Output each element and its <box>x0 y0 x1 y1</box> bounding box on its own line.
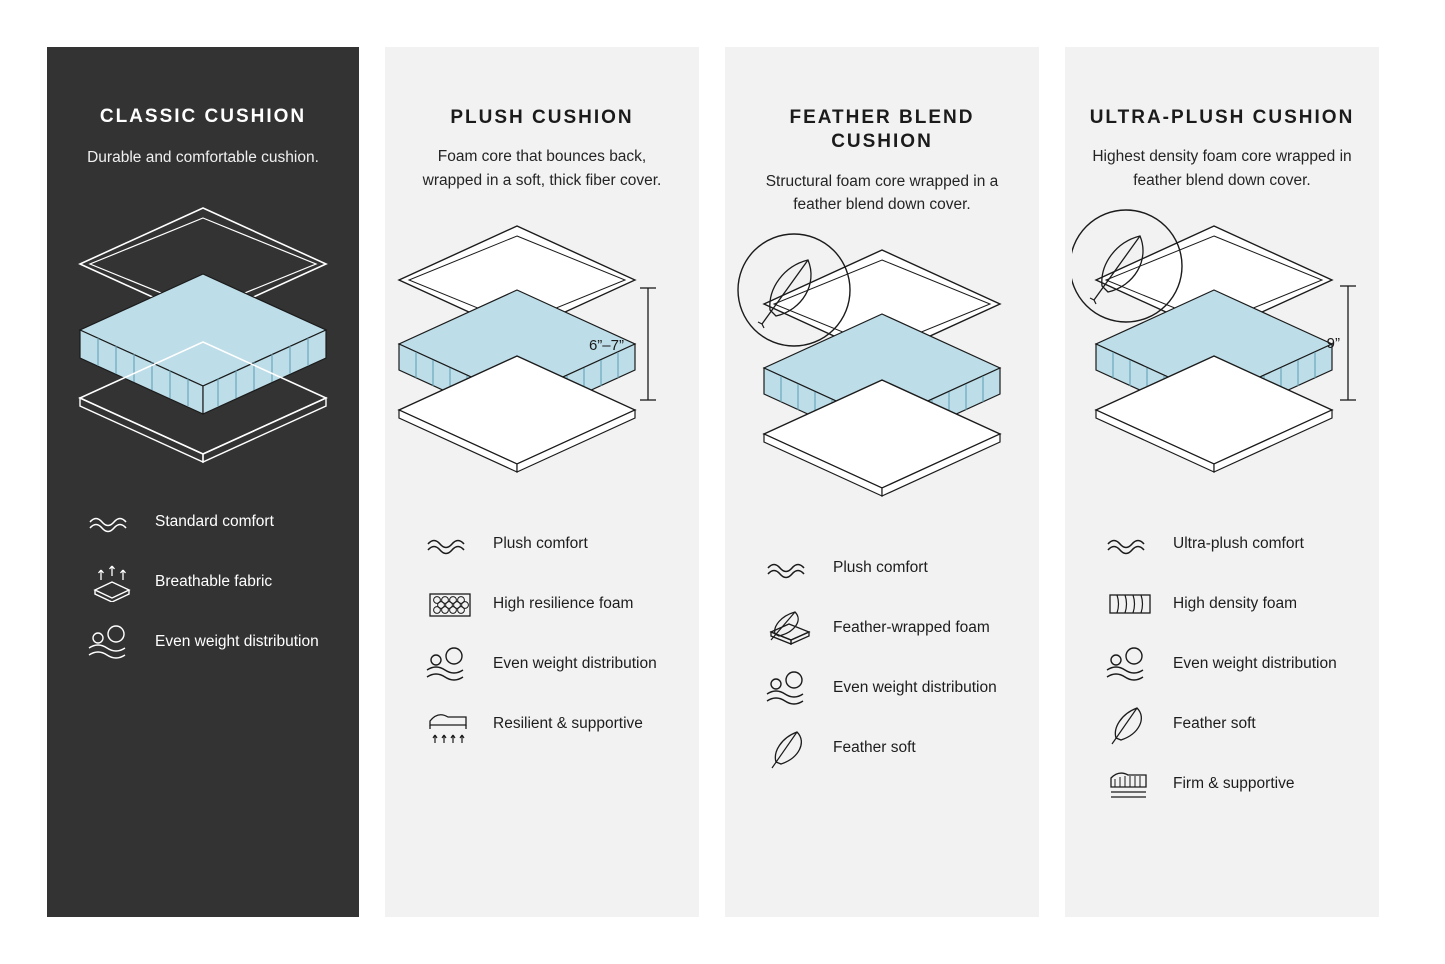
feature-label: Feather-wrapped foam <box>833 619 990 637</box>
dimension-bracket <box>640 288 656 400</box>
feature-list <box>1065 514 1379 814</box>
feature-label: Feather soft <box>833 739 916 757</box>
feature-item <box>765 598 1023 658</box>
feature-label: Breathable fabric <box>155 572 273 590</box>
feature-item <box>765 718 1023 778</box>
card-description: Foam core that bounces back, wrapped in a soft, thick fiber cover. <box>422 148 662 189</box>
foam-core-layer <box>80 274 326 414</box>
weight-distribution-icon <box>1105 644 1167 684</box>
feature-label: Even weight distribution <box>493 655 657 673</box>
feature-list <box>385 514 699 754</box>
exploded-cushion-illustration <box>732 232 1032 512</box>
feature-item <box>765 538 1023 598</box>
firm-support-icon <box>1105 764 1167 804</box>
wave-icon <box>1105 531 1167 557</box>
wave-icon <box>765 555 827 581</box>
cushion-card-ultra-plush[interactable] <box>1065 47 1379 917</box>
cushion-diagram-classic <box>47 186 359 486</box>
weight-distribution-icon <box>425 644 487 684</box>
exploded-cushion-illustration <box>1072 208 1372 488</box>
feature-item <box>1105 514 1363 574</box>
exploded-cushion-illustration <box>58 186 348 466</box>
feature-label: Ultra-plush comfort <box>1173 535 1304 553</box>
feature-label: Even weight distribution <box>833 679 997 697</box>
resilient-support-icon <box>425 703 487 745</box>
feather-icon <box>765 726 827 770</box>
wave-icon <box>87 509 149 535</box>
feature-item <box>425 574 683 634</box>
feature-label: Plush comfort <box>833 559 928 577</box>
card-title: FEATHER BLEND CUSHION <box>789 107 975 153</box>
cushion-diagram-feather-blend <box>725 232 1039 532</box>
dimension-label: 9” <box>1326 334 1340 352</box>
exploded-cushion-illustration <box>392 208 692 488</box>
feature-item <box>425 514 683 574</box>
feature-item <box>1105 754 1363 814</box>
feature-item <box>1105 574 1363 634</box>
feature-label: Standard comfort <box>155 512 274 530</box>
dimension-bracket <box>1340 286 1356 400</box>
cushion-card-plush[interactable] <box>385 47 699 917</box>
feature-item <box>87 552 343 612</box>
feature-list <box>47 492 359 672</box>
cushion-diagram-ultra-plush <box>1065 208 1379 508</box>
feature-item <box>765 658 1023 718</box>
dimension-label: 6”–7” <box>588 336 624 354</box>
feature-item <box>425 634 683 694</box>
feather-wrapped-foam-icon <box>765 608 827 648</box>
high-density-foam-icon <box>1105 587 1167 621</box>
cushion-card-classic[interactable] <box>47 47 359 917</box>
weight-distribution-icon <box>765 668 827 708</box>
breathable-fabric-icon <box>87 562 149 602</box>
feather-icon <box>1105 702 1167 746</box>
feature-label: Even weight distribution <box>155 632 319 650</box>
feature-item <box>425 694 683 754</box>
feature-item <box>1105 634 1363 694</box>
feature-label: High resilience foam <box>493 595 634 613</box>
feature-label: Plush comfort <box>493 535 588 553</box>
card-title: CLASSIC CUSHION <box>99 106 307 127</box>
wave-icon <box>425 531 487 557</box>
feature-label: Feather soft <box>1173 715 1256 733</box>
card-title: PLUSH CUSHION <box>450 107 634 128</box>
card-title: ULTRA-PLUSH CUSHION <box>1089 107 1355 128</box>
cushion-card-feather-blend[interactable] <box>725 47 1039 917</box>
feature-list <box>725 538 1039 778</box>
weight-distribution-icon <box>87 622 149 662</box>
feature-label: High density foam <box>1173 595 1298 613</box>
card-description: Structural foam core wrapped in a feather blend down cover. <box>765 172 999 213</box>
honeycomb-foam-icon <box>425 584 487 624</box>
card-description: Durable and comfortable cushion. <box>87 149 319 167</box>
feature-label: Firm & supportive <box>1173 775 1295 793</box>
feature-label: Even weight distribution <box>1173 655 1337 673</box>
card-description: Highest density foam core wrapped in feather blend down cover. <box>1092 148 1352 189</box>
feature-label: Resilient & supportive <box>493 715 643 733</box>
feature-item <box>87 612 343 672</box>
feature-item <box>1105 694 1363 754</box>
feature-item <box>87 492 343 552</box>
cushion-diagram-plush <box>385 208 699 508</box>
